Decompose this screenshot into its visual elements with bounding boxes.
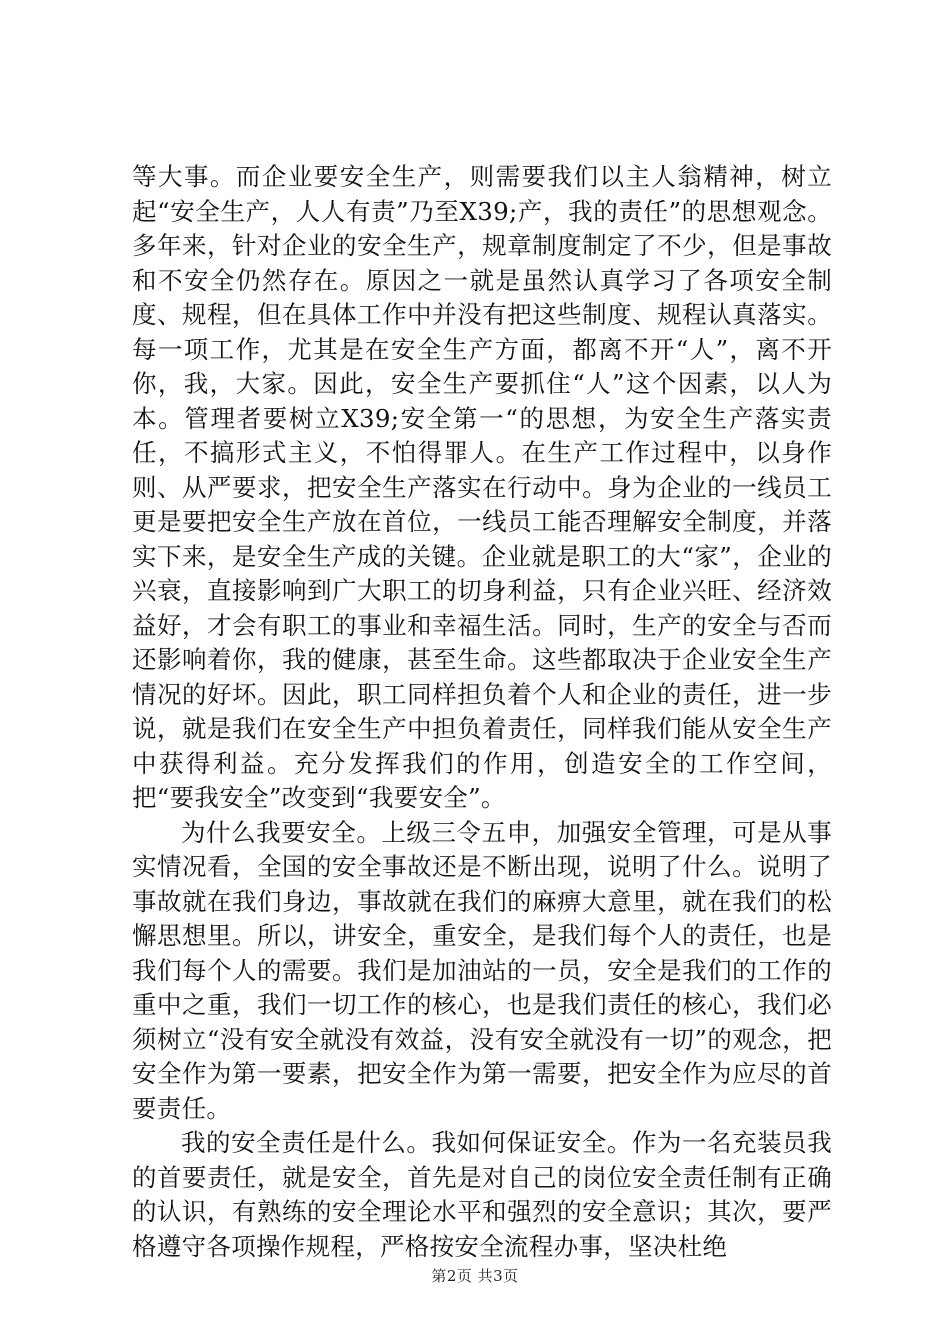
- document-body: [132, 160, 832, 1264]
- page-number-label: 第2页 共3页: [431, 1267, 519, 1285]
- page-footer: [0, 1266, 950, 1286]
- paragraph-continued: 等大事。而企业要安全生产，则需要我们以主人翁精神，树立起“安全生产，人人有责”乃至X39;产，我的责任”的思想观念。多年来，针对企业的安全生产，规章制度制定了不少，但是事故和不安全仍然存在。原因之一就是虽然认真学习了各项安全制度、规程，但在具体工作中并没有把这些制度、规程认真落实。每一项工作，尤其是在安全生产方面，都离不开“人”，离不开你，我，大家。因此，安全生产要抓住“人”这个因素，以人为本。管理者要树立X39;安全第一“的思想，为安全生产落实责任，不搞形式主义，不怕得罪人。在生产工作过程中，以身作则、从严要求，把安全生产落实在行动中。身为企业的一线员工更是要把安全生产放在首位，一线员工能否理解安全制度，并落实下来，是安全生产成的关键。企业就是职工的大“家”，企业的兴衰，直接影响到广大职工的切身利益，只有企业兴旺、经济效益好，才会有职工的事业和幸福生活。同时，生产的安全与否而还影响着你，我的健康，甚至生命。这些都取决于企业安全生产情况的好坏。因此，职工同样担负着个人和企业的责任，进一步说，就是我们在安全生产中担负着责任，同样我们能从安全生产中获得利益。充分发挥我们的作用，创造安全的工作空间，把“要我安全”改变到“我要安全”。: [132, 162, 832, 812]
- paragraph-my-responsibility: 我的安全责任是什么。我如何保证安全。作为一名充装员我的首要责任，就是安全，首先是对自己的岗位安全责任制有正确的认识，有熟练的安全理论水平和强烈的安全意识；其次，要严格遵守各项操作规程，严格按安全流程办事，坚决杜绝: [132, 1128, 832, 1261]
- paragraph-why-safety: 为什么我要安全。上级三令五申，加强安全管理，可是从事实情况看，全国的安全事故还是不断出现，说明了什么。说明了事故就在我们身边，事故就在我们的麻痹大意里，就在我们的松懈思想里。所以，讲安全，重安全，是我们每个人的责任，也是我们每个人的需要。我们是加油站的一员，安全是我们的工作的重中之重，我们一切工作的核心，也是我们责任的核心，我们必须树立“没有安全就没有效益，没有安全就没有一切”的观念，把安全作为第一要素，把安全作为第一需要，把安全作为应尽的首要责任。: [132, 817, 832, 1123]
